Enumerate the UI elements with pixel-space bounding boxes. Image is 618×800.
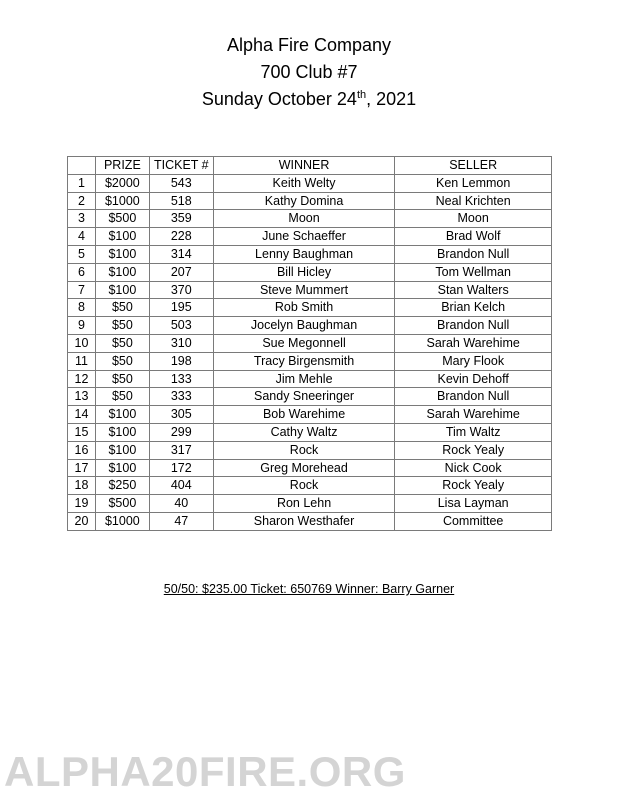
cell-winner: Ron Lehn [213, 495, 395, 513]
cell-prize: $100 [95, 406, 149, 424]
cell-ticket: 228 [149, 228, 213, 246]
cell-ticket: 207 [149, 263, 213, 281]
cell-ticket: 518 [149, 192, 213, 210]
cell-winner: Jocelyn Baughman [213, 317, 395, 335]
cell-winner: Kathy Domina [213, 192, 395, 210]
cell-num: 10 [68, 334, 96, 352]
header-ticket: TICKET # [149, 157, 213, 175]
cell-winner: Sandy Sneeringer [213, 388, 395, 406]
table-row [68, 299, 552, 317]
table-row [68, 281, 552, 299]
cell-num: 19 [68, 495, 96, 513]
cell-ticket: 172 [149, 459, 213, 477]
cell-seller: Ken Lemmon [395, 174, 552, 192]
header-num [68, 157, 96, 175]
table-row [68, 477, 552, 495]
cell-ticket: 503 [149, 317, 213, 335]
cell-seller: Nick Cook [395, 459, 552, 477]
cell-ticket: 333 [149, 388, 213, 406]
date-tail: , 2021 [366, 89, 417, 109]
table-header-row [68, 157, 552, 175]
table-row [68, 406, 552, 424]
cell-num: 14 [68, 406, 96, 424]
cell-seller: Brad Wolf [395, 228, 552, 246]
org-title: Alpha Fire Company [226, 35, 392, 55]
cell-prize: $1000 [95, 192, 149, 210]
cell-ticket: 133 [149, 370, 213, 388]
draw-date [0, 86, 618, 113]
cell-prize: $50 [95, 352, 149, 370]
table-row [68, 317, 552, 335]
table-body [68, 174, 552, 530]
cell-winner: Rob Smith [213, 299, 395, 317]
cell-ticket: 195 [149, 299, 213, 317]
cell-prize: $100 [95, 245, 149, 263]
cell-num: 6 [68, 263, 96, 281]
table-row [68, 334, 552, 352]
cell-prize: $500 [95, 495, 149, 513]
cell-ticket: 543 [149, 174, 213, 192]
cell-num: 13 [68, 388, 96, 406]
cell-winner: Moon [213, 210, 395, 228]
table-row [68, 370, 552, 388]
cell-seller: Sarah Warehime [395, 406, 552, 424]
cell-num: 20 [68, 512, 96, 530]
cell-seller: Brian Kelch [395, 299, 552, 317]
cell-prize: $100 [95, 423, 149, 441]
cell-ticket: 40 [149, 495, 213, 513]
cell-prize: $50 [95, 299, 149, 317]
cell-ticket: 317 [149, 441, 213, 459]
cell-num: 5 [68, 245, 96, 263]
cell-seller: Committee [395, 512, 552, 530]
cell-winner: Steve Mummert [213, 281, 395, 299]
cell-winner: Greg Morehead [213, 459, 395, 477]
cell-ticket: 47 [149, 512, 213, 530]
cell-seller: Tim Waltz [395, 423, 552, 441]
cell-prize: $100 [95, 441, 149, 459]
fifty-fifty-result: 50/50: $235.00 Ticket: 650769 Winner: Barry Garner [163, 582, 455, 596]
cell-num: 8 [68, 299, 96, 317]
table-row [68, 263, 552, 281]
cell-ticket: 299 [149, 423, 213, 441]
table-row [68, 245, 552, 263]
cell-winner: Sharon Westhafer [213, 512, 395, 530]
cell-ticket: 359 [149, 210, 213, 228]
cell-seller: Neal Krichten [395, 192, 552, 210]
cell-seller: Rock Yealy [395, 441, 552, 459]
cell-num: 12 [68, 370, 96, 388]
cell-seller: Rock Yealy [395, 477, 552, 495]
cell-winner: Keith Welty [213, 174, 395, 192]
document-heading [0, 32, 618, 113]
cell-num: 3 [68, 210, 96, 228]
cell-prize: $50 [95, 317, 149, 335]
cell-seller: Stan Walters [395, 281, 552, 299]
cell-winner: Bill Hicley [213, 263, 395, 281]
cell-seller: Brandon Null [395, 388, 552, 406]
cell-seller: Mary Flook [395, 352, 552, 370]
cell-seller: Moon [395, 210, 552, 228]
cell-seller: Brandon Null [395, 317, 552, 335]
cell-prize: $100 [95, 459, 149, 477]
cell-ticket: 370 [149, 281, 213, 299]
header-seller: SELLER [395, 157, 552, 175]
table-row [68, 459, 552, 477]
cell-prize: $2000 [95, 174, 149, 192]
cell-winner: Lenny Baughman [213, 245, 395, 263]
cell-winner: Rock [213, 477, 395, 495]
table-row [68, 210, 552, 228]
cell-seller: Tom Wellman [395, 263, 552, 281]
cell-seller: Brandon Null [395, 245, 552, 263]
table-row [68, 495, 552, 513]
cell-num: 9 [68, 317, 96, 335]
cell-num: 7 [68, 281, 96, 299]
cell-seller: Kevin Dehoff [395, 370, 552, 388]
table-row [68, 423, 552, 441]
cell-num: 11 [68, 352, 96, 370]
cell-seller: Lisa Layman [395, 495, 552, 513]
table-row [68, 352, 552, 370]
table-row [68, 192, 552, 210]
cell-prize: $50 [95, 334, 149, 352]
cell-prize: $250 [95, 477, 149, 495]
cell-winner: Sue Megonnell [213, 334, 395, 352]
table-row [68, 441, 552, 459]
cell-num: 17 [68, 459, 96, 477]
club-title: 700 Club #7 [260, 62, 358, 82]
cell-ticket: 305 [149, 406, 213, 424]
cell-winner: Tracy Birgensmith [213, 352, 395, 370]
cell-num: 2 [68, 192, 96, 210]
cell-num: 18 [68, 477, 96, 495]
cell-winner: Cathy Waltz [213, 423, 395, 441]
cell-prize: $500 [95, 210, 149, 228]
cell-num: 15 [68, 423, 96, 441]
winners-table [67, 156, 552, 531]
cell-prize: $1000 [95, 512, 149, 530]
cell-prize: $100 [95, 228, 149, 246]
cell-winner: Jim Mehle [213, 370, 395, 388]
header-prize: PRIZE [95, 157, 149, 175]
site-watermark: ALPHA20FIRE.ORG [4, 748, 406, 795]
cell-ticket: 198 [149, 352, 213, 370]
header-winner: WINNER [213, 157, 395, 175]
cell-ticket: 404 [149, 477, 213, 495]
table-row [68, 512, 552, 530]
cell-num: 1 [68, 174, 96, 192]
table-row [68, 228, 552, 246]
table-row [68, 388, 552, 406]
table-row [68, 174, 552, 192]
cell-seller: Sarah Warehime [395, 334, 552, 352]
cell-prize: $50 [95, 370, 149, 388]
cell-winner: June Schaeffer [213, 228, 395, 246]
cell-prize: $100 [95, 263, 149, 281]
cell-winner: Bob Warehime [213, 406, 395, 424]
cell-ticket: 310 [149, 334, 213, 352]
cell-ticket: 314 [149, 245, 213, 263]
date-suffix: th [356, 89, 367, 101]
cell-num: 4 [68, 228, 96, 246]
cell-prize: $100 [95, 281, 149, 299]
cell-prize: $50 [95, 388, 149, 406]
cell-num: 16 [68, 441, 96, 459]
date-prefix: Sunday October 24 [201, 89, 357, 109]
cell-winner: Rock [213, 441, 395, 459]
